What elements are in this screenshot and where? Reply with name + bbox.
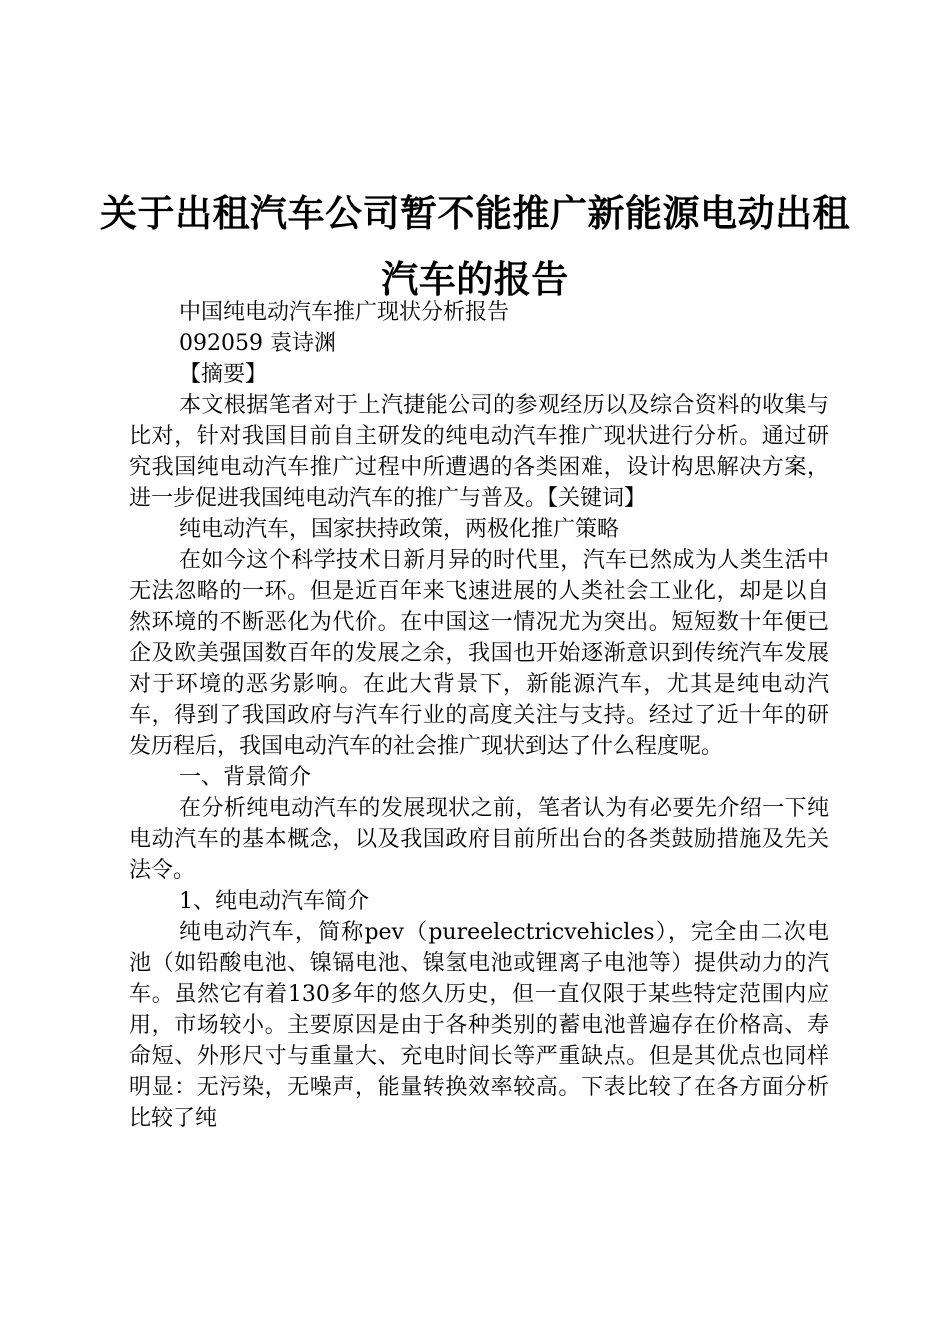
report-subtitle: 中国纯电动汽车推广现状分析报告: [179, 300, 510, 325]
document-body: [129, 297, 829, 1134]
intro-paragraph: 在如今这个科学技术日新月异的时代里，汽车已然成为人类生活中无法忽略的一环。但是近百年来飞速进展的人类社会工业化，却是以自然环境的不断恶化为代价。在中国这一情况尤为突出。短短数十年便已企及欧美强国数百年的发展之余，我国也开始逐渐意识到传统汽车发展对于环境的恶劣影响。在此大背景下，新能源汽车，尤其是纯电动汽车，得到了我国政府与汽车行业的高度关注与支持。经过了近十年的研发历程后，我国电动汽车的社会推广现状到达了什么程度呢。: [129, 548, 829, 759]
abstract-paragraph: 本文根据笔者对于上汽捷能公司的参观经历以及综合资料的收集与比对，针对我国目前自主研发的纯电动汽车推广现状进行分析。通过研究我国纯电动汽车推广过程中所遭遇的各类困难，设计构思解决方案，进一步促进我国纯电动汽车的推广与普及。【关键词】: [129, 393, 829, 511]
background-paragraph: 在分析纯电动汽车的发展现状之前，笔者认为有必要先介绍一下纯电动汽车的基本概念，以及我国政府目前所出台的各类鼓励措施及先关法令。: [129, 796, 829, 883]
section-heading-background: 一、背景简介: [179, 765, 312, 790]
subsection-heading-pev: 1、纯电动汽车简介: [179, 889, 369, 914]
author-line: 092059 袁诗渊: [179, 331, 336, 356]
keywords-paragraph: 纯电动汽车，国家扶持政策，两极化推广策略: [179, 517, 620, 542]
document-title: 关于出租汽车公司暂不能推广新能源电动出租汽车的报告: [100, 191, 850, 301]
abstract-heading: 【摘要】: [179, 362, 268, 387]
pev-paragraph: 纯电动汽车，简称pev（pureelectricvehicles），完全由二次电池（如铅酸电池、镍镉电池、镍氢电池或锂离子电池等）提供动力的汽车。虽然它有着130多年的悠久历史，但一直仅限于某些特定范围内应用，市场较小。主要原因是由于各种类别的蓄电池普遍存在价格高、寿命短、外形尺寸与重量大、充电时间长等严重缺点。但是其优点也同样明显：无污染，无噪声，能量转换效率较高。下表比较了在各方面分析比较了纯: [129, 920, 829, 1131]
